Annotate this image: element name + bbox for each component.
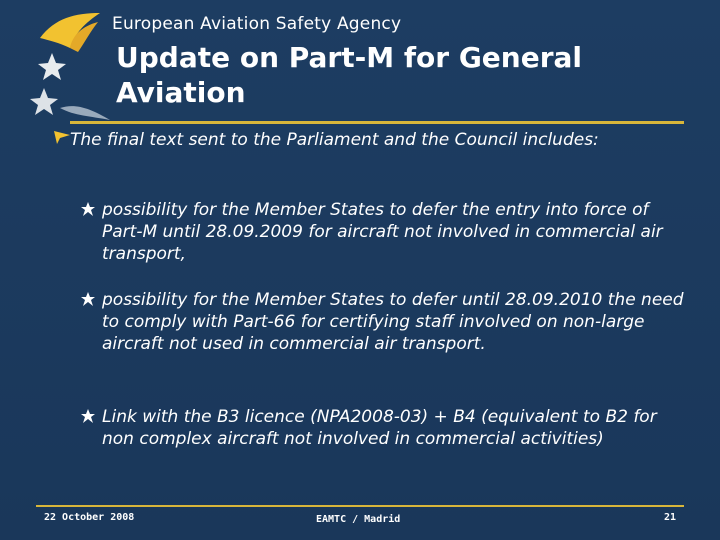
slide-title: Update on Part-M for General Aviation (116, 41, 583, 109)
footer-event: EAMTC / Madrid (316, 514, 401, 525)
star-bullet-icon (80, 201, 96, 217)
page-number: 21 (664, 512, 677, 523)
arrow-bullet-icon (52, 129, 72, 145)
sub-bullet-text: possibility for the Member States to defer the entry into force of Part-M until 28.09.2009 for aircraft not involved in commercial air transport, (102, 200, 663, 264)
sub-bullet-text: Link with the B3 licence (NPA2008-03) + B4 (equivalent to B2 for non complex aircraft not involved in commercial activities) (102, 407, 657, 449)
agency-name: European Aviation Safety Agency (112, 14, 402, 34)
title-divider (70, 121, 684, 124)
sub-bullet-text: possibility for the Member States to defer until 28.09.2010 the need to comply with Part-66 for certifying staff involved on non-large aircraft not used in commercial air transport. (102, 290, 684, 354)
footer-divider (36, 505, 684, 507)
easa-logo-icon (30, 8, 120, 128)
footer-date: 22 October 2008 (44, 512, 135, 523)
main-bullet-text: The final text sent to the Parliament and the Council includes: (70, 130, 599, 150)
star-bullet-icon (80, 291, 96, 307)
star-bullet-icon (80, 408, 96, 424)
